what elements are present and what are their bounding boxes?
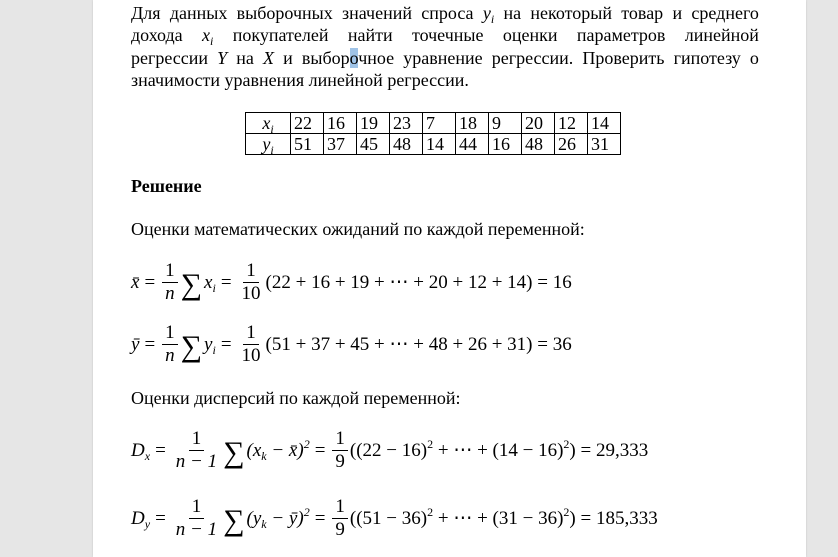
formula-variance-x: $D_x$ = $\frac{1}{n - 1}$ ∑ ($x_k$ − x̄)$^2$ = $\frac{1}{9}$ ($(22 - 16)^2$ + ⋯ + $(14 - 16)^2) = 29,333$ (131, 428, 649, 472)
table-cell: 48 (522, 134, 555, 155)
word: значений (342, 3, 412, 23)
fraction: $\frac{1}{9}$ (332, 496, 348, 541)
variances-caption: Оценки дисперсий по каждой переменной: (131, 388, 461, 408)
table-cell: 20 (522, 113, 555, 134)
sum-icon: ∑ (180, 267, 203, 301)
fraction: $\frac{1}{n}$ (162, 260, 178, 305)
table-cell: 16 (324, 113, 357, 134)
formula-rhs: ($(51 - 36)^2$ + ⋯ + $(31 - 36)^2) = 185,333$ (349, 505, 658, 529)
text-cursor-highlight: о (349, 47, 359, 68)
table-cell: 37 (324, 134, 357, 155)
word: спроса (421, 3, 474, 23)
table-cell: 23 (390, 113, 423, 134)
fraction: $\frac{1}{9}$ (332, 428, 348, 473)
table-cell: 44 (456, 134, 489, 155)
intro-line-1 (131, 2, 759, 24)
sum-icon: ∑ (223, 435, 245, 469)
table-header-x: $x_i$ (246, 113, 291, 134)
document-page (93, 0, 806, 557)
word: найти (347, 25, 393, 46)
intro-line-3 (131, 47, 759, 69)
var-x-i: $x_i$ (202, 25, 214, 49)
table-row-y (246, 134, 621, 155)
formula-mean-x: x̄ = $\frac{1}{n}$ ∑ $x_i$ = $\frac{1}{10}$ (22 + 16 + 19 + ⋯ + 20 + 12 + 14) = 16 (131, 260, 572, 304)
word: и (672, 3, 683, 23)
word: на (503, 3, 522, 23)
formula-rhs: (22 + 16 + 19 + ⋯ + 20 + 12 + 14) = 16 (265, 272, 572, 293)
table-cell: 16 (489, 134, 522, 155)
word: линейной (684, 25, 759, 46)
word: о (749, 47, 759, 68)
data-table (245, 112, 621, 155)
word: регрессии. (491, 47, 574, 68)
table-cell: 9 (489, 113, 522, 134)
table-cell: 31 (588, 134, 621, 155)
word: товар (621, 3, 664, 23)
word: значимости уравнения линейной регрессии. (131, 69, 469, 90)
word: гипотезу (673, 47, 741, 68)
word: среднего (691, 3, 759, 23)
table-cell: 26 (555, 134, 588, 155)
var-y-i: $y_i$ (482, 3, 495, 26)
table-cell: 48 (390, 134, 423, 155)
fraction: $\frac{1}{10}$ (241, 322, 261, 366)
word: покупателей (232, 25, 329, 46)
table-cell: 14 (588, 113, 621, 134)
word: регрессии (131, 47, 209, 68)
var-Y: Y (217, 47, 228, 68)
fraction: $\frac{1}{n - 1}$ (175, 428, 218, 472)
sum-icon: ∑ (223, 503, 245, 537)
table-cell: 51 (291, 134, 324, 155)
means-caption: Оценки математических ожиданий по каждой переменной: (131, 219, 585, 239)
word: данных (169, 3, 228, 23)
sum-icon: ∑ (180, 329, 203, 363)
problem-statement (131, 2, 759, 91)
table-cell: 45 (357, 134, 390, 155)
table-cell: 7 (423, 113, 456, 134)
table-header-y: $y_i$ (246, 134, 291, 155)
table-cell: 18 (456, 113, 489, 134)
table-cell: 19 (357, 113, 390, 134)
table-cell: 22 (291, 113, 324, 134)
formula-mean-y: ȳ = $\frac{1}{n}$ ∑ $y_i$ = $\frac{1}{10}$ (51 + 37 + 45 + ⋯ + 48 + 26 + 31) = 36 (131, 322, 572, 366)
fraction: $\frac{1}{10}$ (241, 260, 261, 304)
word: некоторый (530, 3, 612, 23)
fraction: $\frac{1}{n}$ (162, 322, 178, 367)
word: параметров (576, 25, 666, 46)
table-cell: 14 (423, 134, 456, 155)
word: выборочных (236, 3, 333, 23)
formula-variance-y: $D_y$ = $\frac{1}{n - 1}$ ∑ ($y_k$ − ȳ)$^2$ = $\frac{1}{9}$ ($(51 - 36)^2$ + ⋯ + $(31 - 36)^2) = 185,333$ (131, 496, 658, 540)
fraction: $\frac{1}{n - 1}$ (175, 496, 218, 540)
table-cell: 12 (555, 113, 588, 134)
word: оценки (502, 25, 558, 46)
intro-line-4 (131, 69, 759, 91)
word: дохода (131, 25, 183, 46)
word: на (236, 47, 254, 68)
word: и (283, 47, 293, 68)
word: Для (131, 3, 161, 23)
word: уравнение (403, 47, 483, 68)
word: точечные (411, 25, 484, 46)
var-X: X (263, 47, 275, 68)
table-row-x (246, 113, 621, 134)
formula-rhs: (51 + 37 + 45 + ⋯ + 48 + 26 + 31) = 36 (265, 334, 572, 355)
word-with-cursor: выборочное (301, 47, 395, 68)
formula-rhs: ($(22 - 16)^2$ + ⋯ + $(14 - 16)^2) = 29,333$ (349, 437, 649, 461)
intro-line-2 (131, 24, 759, 49)
word: Проверить (582, 47, 665, 68)
solution-heading: Решение (131, 176, 202, 196)
